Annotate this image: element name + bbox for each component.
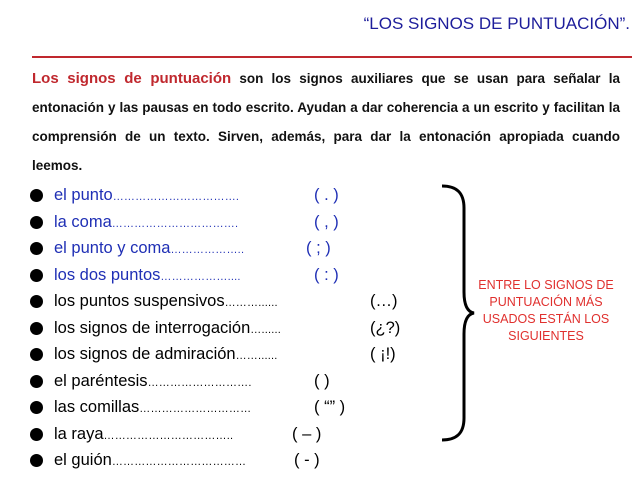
bullet-icon [30,216,43,229]
item-name: los puntos suspensivos [54,292,225,310]
item-dots: ……………….... [160,270,241,283]
title-divider [32,56,632,58]
item-symbol: ( ; ) [306,239,331,257]
bullet-icon [30,428,43,441]
item-dots: ………………………… [139,403,252,415]
page-title: “LOS SIGNOS DE PUNTUACIÓN”. [363,14,630,33]
item-name: el paréntesis [54,371,148,390]
item-name: los signos de interrogación [54,318,251,337]
item-dots: ………………………. [147,376,252,389]
item-dots: ……………………………. [112,191,240,203]
item-symbol: ( ) [314,371,330,390]
item-dots: ………...... [224,297,278,309]
bullet-icon [30,322,43,335]
item-dots: ……………………………… [111,456,247,468]
bullet-icon [30,375,43,388]
item-symbol: ( , ) [314,212,339,231]
bullet-icon [30,454,43,467]
item-symbol: ( “” ) [314,398,346,416]
item-name: el guión [54,451,112,469]
item-name: el punto [54,186,113,204]
bullet-icon [30,189,43,202]
item-name: los signos de admiración [54,345,236,363]
bullet-icon [30,295,43,308]
bullet-icon [30,348,43,361]
bullet-icon [30,401,43,414]
item-name: la coma [54,212,112,231]
item-dots: ……...... [235,350,278,362]
summary-note: ENTRE LO SIGNOS DE PUNTUACIÓN MÁS USADOS ESTÁN LOS SIGUIENTES [478,278,614,343]
item-symbol: ( ¡!) [370,345,396,363]
item-symbol: (¿?) [370,318,401,337]
item-dots: …………………………….. [103,429,234,442]
item-name: los dos puntos [54,265,161,284]
item-symbol: ( – ) [292,424,322,443]
item-symbol: ( - ) [294,451,320,469]
bullet-icon [30,269,43,282]
item-name: la raya [54,424,104,443]
item-name: las comillas [54,398,140,416]
item-dots: ……………………………. [111,217,239,230]
bullet-icon [30,242,43,255]
item-symbol: ( : ) [314,265,339,284]
item-symbol: ( . ) [314,186,339,204]
intro-paragraph [32,64,620,180]
intro-text: son los signos auxiliares que se usan para señalar la entonación y las pausas en todo escrito. Ayudan a dar coherencia a un escrito y facilitan la comprensión de un texto. Sirven, además, para dar la entonación apropiada cuando leemos. [32,71,620,173]
item-symbol: (…) [370,292,398,310]
item-name: el punto y coma [54,239,171,257]
item-dots: ……………….. [170,244,245,256]
intro-lead: Los signos de puntuación [32,70,232,87]
item-dots: …...... [250,323,282,336]
